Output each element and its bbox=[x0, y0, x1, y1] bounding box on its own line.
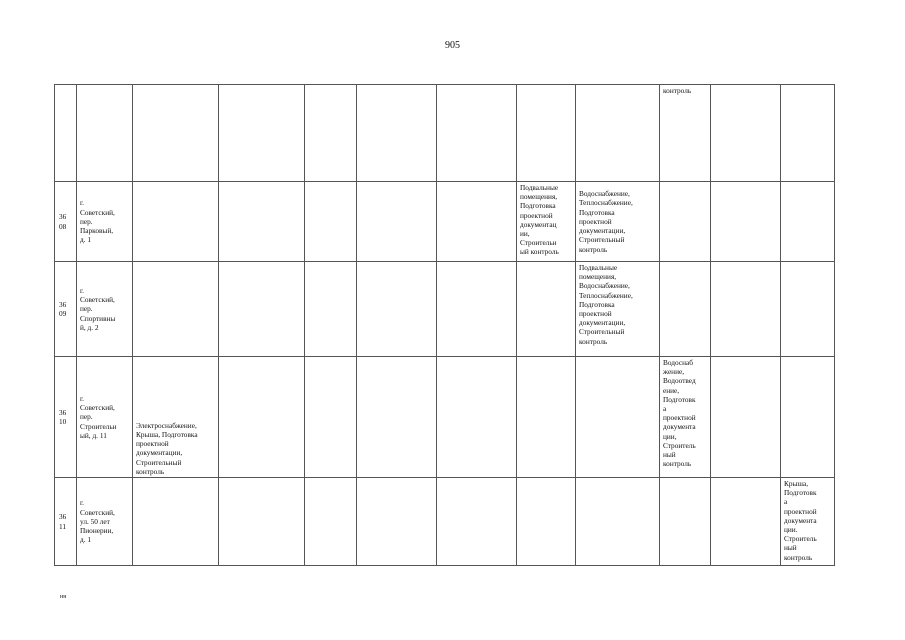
cell-empty bbox=[517, 478, 576, 566]
table-row bbox=[55, 478, 835, 566]
cell-empty bbox=[781, 182, 835, 262]
cell-empty bbox=[437, 478, 517, 566]
cell-empty bbox=[711, 478, 781, 566]
cell-empty bbox=[219, 478, 305, 566]
cell-empty bbox=[219, 182, 305, 262]
cell-num: 36 10 bbox=[55, 357, 77, 478]
cell-empty bbox=[305, 262, 357, 357]
works-table bbox=[54, 84, 835, 566]
cell-empty bbox=[357, 262, 437, 357]
cell-empty bbox=[305, 182, 357, 262]
cell-work: Подвальные помещения, Подготовка проектной документац ии, Строительн ый контроль bbox=[517, 182, 576, 262]
cell-empty bbox=[219, 85, 305, 182]
cell-empty bbox=[660, 182, 711, 262]
cell-num: 36 11 bbox=[55, 478, 77, 566]
cell-work: Водоснабжение, Теплоснабжение, Подготовка проектной документации, Строительный контроль bbox=[576, 182, 660, 262]
cell-num bbox=[55, 85, 77, 182]
cell-empty bbox=[437, 357, 517, 478]
cell-empty bbox=[219, 357, 305, 478]
cell-address: г. Советский, ул. 50 лет Пионерии, д. 1 bbox=[77, 478, 133, 566]
cell-empty bbox=[437, 182, 517, 262]
cell-empty bbox=[437, 262, 517, 357]
cell-empty bbox=[305, 357, 357, 478]
cell-work: Подвальные помещения, Водоснабжение, Теплоснабжение, Подготовка проектной документации, Строительный контроль bbox=[576, 262, 660, 357]
cell-num: 36 08 bbox=[55, 182, 77, 262]
cell-empty bbox=[357, 357, 437, 478]
cell-empty bbox=[781, 262, 835, 357]
cell-empty bbox=[305, 478, 357, 566]
cell-empty bbox=[711, 262, 781, 357]
cell-empty bbox=[781, 85, 835, 182]
cell-empty bbox=[133, 262, 219, 357]
cell-empty bbox=[305, 85, 357, 182]
cell-address bbox=[77, 85, 133, 182]
cell-address: г. Советский, пер. Строительн ый, д. 11 bbox=[77, 357, 133, 478]
cell-empty bbox=[517, 357, 576, 478]
cell-work: Водоснаб жение, Водоотвед ение, Подготовк а проектной документа ции, Строитель ный контроль bbox=[660, 357, 711, 478]
cell-empty bbox=[711, 182, 781, 262]
cell-empty bbox=[517, 262, 576, 357]
cell-empty bbox=[357, 478, 437, 566]
cell-empty bbox=[660, 262, 711, 357]
cell-work: Крыша, Подготовк а проектной документа ции. Строитель ный контроль bbox=[781, 478, 835, 566]
cell-empty bbox=[576, 85, 660, 182]
cell-empty bbox=[711, 85, 781, 182]
table-row bbox=[55, 357, 835, 478]
cell-address: г. Советский, пер. Спортивны й, д. 2 bbox=[77, 262, 133, 357]
cell-empty bbox=[660, 478, 711, 566]
cell-empty bbox=[781, 357, 835, 478]
cell-empty bbox=[133, 85, 219, 182]
cell-empty bbox=[711, 357, 781, 478]
cell-empty bbox=[219, 262, 305, 357]
cell-empty bbox=[357, 182, 437, 262]
table-row bbox=[55, 262, 835, 357]
page-number: 905 bbox=[445, 40, 460, 51]
cell-empty bbox=[357, 85, 437, 182]
cell-work: Электроснабжение, Крыша, Подготовка проектной документации, Строительный контроль bbox=[133, 357, 219, 478]
cell-empty bbox=[517, 85, 576, 182]
cell-num: 36 09 bbox=[55, 262, 77, 357]
cell-empty bbox=[133, 478, 219, 566]
cell-empty bbox=[133, 182, 219, 262]
table-row bbox=[55, 182, 835, 262]
cell-empty bbox=[437, 85, 517, 182]
table-row-continuation bbox=[55, 85, 835, 182]
cell-empty bbox=[576, 357, 660, 478]
cell-address: г. Советский, пер. Парковый, д. 1 bbox=[77, 182, 133, 262]
cell-empty bbox=[576, 478, 660, 566]
cell-work: контроль bbox=[660, 85, 711, 182]
footer-mark: нн bbox=[60, 594, 67, 600]
